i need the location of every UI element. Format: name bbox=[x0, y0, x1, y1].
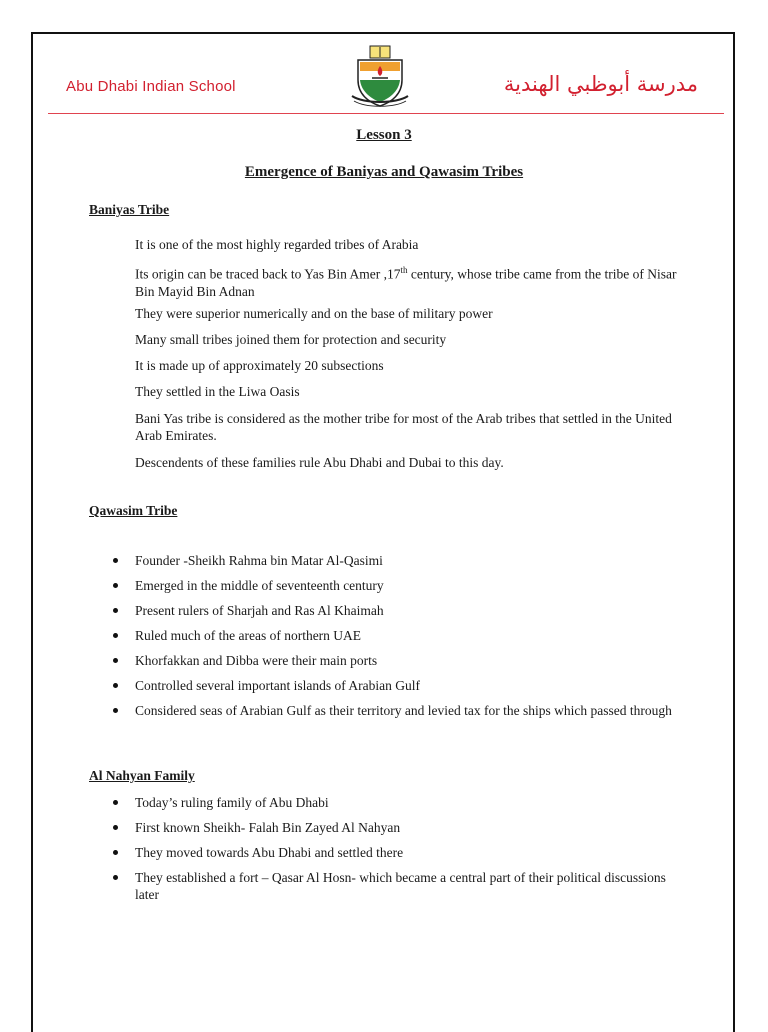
bullet-icon bbox=[113, 825, 118, 830]
list-item bbox=[135, 819, 680, 836]
bullet-icon bbox=[113, 583, 118, 588]
list-item-text: They moved towards Abu Dhabi and settled there bbox=[135, 845, 404, 860]
lesson-number: Lesson 3 bbox=[356, 127, 412, 143]
list-item bbox=[135, 677, 680, 694]
list-item-text: Khorfakkan and Dibba were their main ports bbox=[135, 653, 378, 668]
school-name-arabic: مدرسة أبوظبي الهندية bbox=[503, 72, 698, 96]
school-name-english: Abu Dhabi Indian School bbox=[66, 78, 236, 95]
list-item: Bani Yas tribe is considered as the mother tribe for most of the Arab tribes that settled in the United Arab Emirates. bbox=[135, 411, 672, 443]
list-item bbox=[135, 627, 680, 644]
list-item bbox=[135, 652, 680, 669]
list-item bbox=[135, 702, 680, 719]
list-item-text: Its origin can be traced back to Yas Bin Amer ,17 bbox=[135, 266, 401, 282]
list-item: They were superior numerically and on the base of military power bbox=[135, 306, 493, 321]
section-heading-qawasim: Qawasim Tribe bbox=[89, 503, 178, 518]
list-item bbox=[135, 602, 680, 619]
bullet-icon bbox=[113, 608, 118, 613]
list-item: They settled in the Liwa Oasis bbox=[135, 384, 300, 399]
list-item-text: First known Sheikh- Falah Bin Zayed Al Nahyan bbox=[135, 820, 401, 835]
list-item bbox=[135, 552, 680, 569]
document-header bbox=[0, 0, 768, 120]
list-item-text-cont: century, whose tribe came from the tribe of Nisar Bin Mayid Bin Adnan bbox=[135, 266, 677, 299]
list-item: Many small tribes joined them for protection and security bbox=[135, 332, 447, 347]
bullet-icon bbox=[113, 800, 118, 805]
list-item-text: They established a fort – Qasar Al Hosn- which became a central part of their political discussions later bbox=[135, 870, 666, 902]
header-divider bbox=[48, 113, 724, 114]
list-item-text: Ruled much of the areas of northern UAE bbox=[135, 628, 362, 643]
list-item bbox=[135, 577, 680, 594]
bullet-icon bbox=[113, 558, 118, 563]
bullet-icon bbox=[113, 708, 118, 713]
bullet-icon bbox=[113, 658, 118, 663]
school-crest-icon bbox=[350, 44, 410, 108]
page-title: Emergence of Baniyas and Qawasim Tribes bbox=[244, 164, 524, 180]
list-item-text: Founder -Sheikh Rahma bin Matar Al-Qasimi bbox=[135, 553, 383, 568]
list-item: It is made up of approximately 20 subsections bbox=[135, 358, 384, 373]
list-item-text: Controlled several important islands of Arabian Gulf bbox=[135, 678, 420, 693]
list-item bbox=[135, 262, 680, 300]
list-item bbox=[135, 794, 680, 811]
list-item-text: Considered seas of Arabian Gulf as their territory and levied tax for the ships which passed through bbox=[135, 703, 672, 718]
list-item: Descendents of these families rule Abu Dhabi and Dubai to this day. bbox=[135, 455, 504, 470]
section-heading-baniyas: Baniyas Tribe bbox=[89, 202, 170, 217]
list-item-text: Present rulers of Sharjah and Ras Al Khaimah bbox=[135, 603, 384, 618]
list-item bbox=[135, 844, 680, 861]
list-item-text: Emerged in the middle of seventeenth century bbox=[135, 578, 384, 593]
list-item-text: Today’s ruling family of Abu Dhabi bbox=[135, 795, 329, 810]
list-item bbox=[135, 869, 680, 903]
list-item: It is one of the most highly regarded tribes of Arabia bbox=[135, 237, 419, 252]
bullet-icon bbox=[113, 683, 118, 688]
bullet-icon bbox=[113, 875, 118, 880]
section-heading-al-nahyan: Al Nahyan Family bbox=[89, 768, 195, 783]
superscript: th bbox=[400, 265, 408, 275]
bullet-icon bbox=[113, 850, 118, 855]
bullet-icon bbox=[113, 633, 118, 638]
